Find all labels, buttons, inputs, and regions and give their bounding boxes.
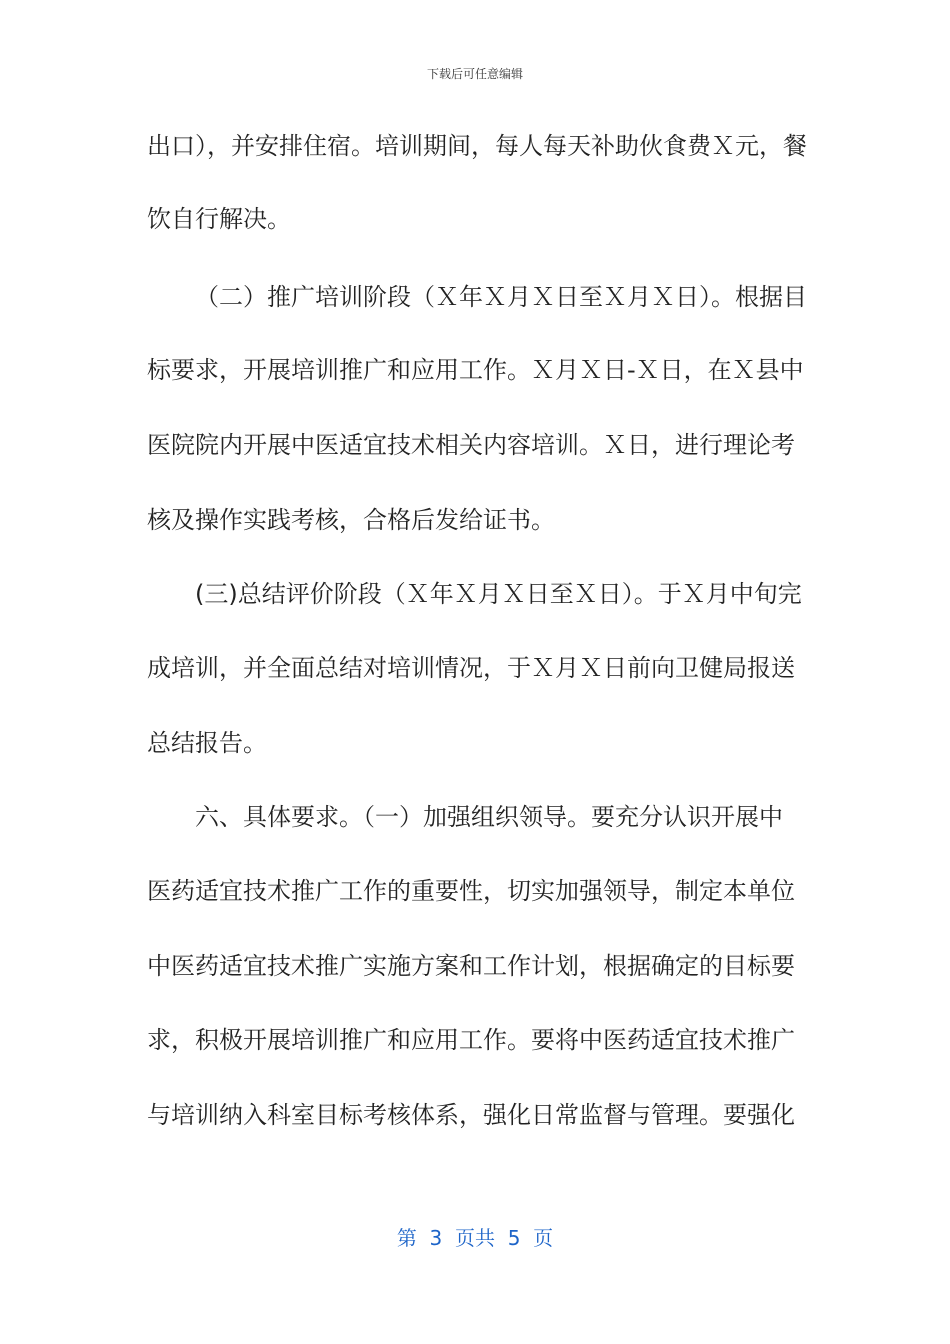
page-number-footer: 第 3 页共 5 页	[396, 1226, 554, 1250]
body-line-7: (三)总结评价阶段（Ｘ年Ｘ月Ｘ日至Ｘ日）。于Ｘ月中旬完	[195, 580, 802, 608]
body-line-4: 标要求，开展培训推广和应用工作。Ｘ月Ｘ日-Ｘ日，在Ｘ县中	[147, 356, 804, 384]
body-line-6: 核及操作实践考核，合格后发给证书。	[147, 506, 555, 534]
body-line-1: 出口），并安排住宿。培训期间，每人每天补助伙食费Ｘ元，餐	[147, 132, 807, 160]
body-line-11: 医药适宜技术推广工作的重要性，切实加强领导，制定本单位	[147, 877, 795, 905]
body-line-5: 医院院内开展中医适宜技术相关内容培训。Ｘ日，进行理论考	[147, 431, 795, 459]
header-note: 下载后可任意编辑	[426, 67, 523, 81]
body-line-10: 六、具体要求。（一）加强组织领导。要充分认识开展中	[195, 803, 783, 831]
body-line-8: 成培训，并全面总结对培训情况，于Ｘ月Ｘ日前向卫健局报送	[147, 654, 795, 682]
body-line-12: 中医药适宜技术推广实施方案和工作计划，根据确定的目标要	[147, 952, 795, 980]
body-line-3: （二）推广培训阶段（Ｘ年Ｘ月Ｘ日至Ｘ月Ｘ日）。根据目	[195, 283, 807, 311]
body-line-9: 总结报告。	[147, 729, 267, 757]
body-line-2: 饮自行解决。	[147, 205, 291, 233]
body-line-14: 与培训纳入科室目标考核体系，强化日常监督与管理。要强化	[147, 1101, 795, 1129]
body-line-13: 求，积极开展培训推广和应用工作。要将中医药适宜技术推广	[147, 1026, 795, 1054]
